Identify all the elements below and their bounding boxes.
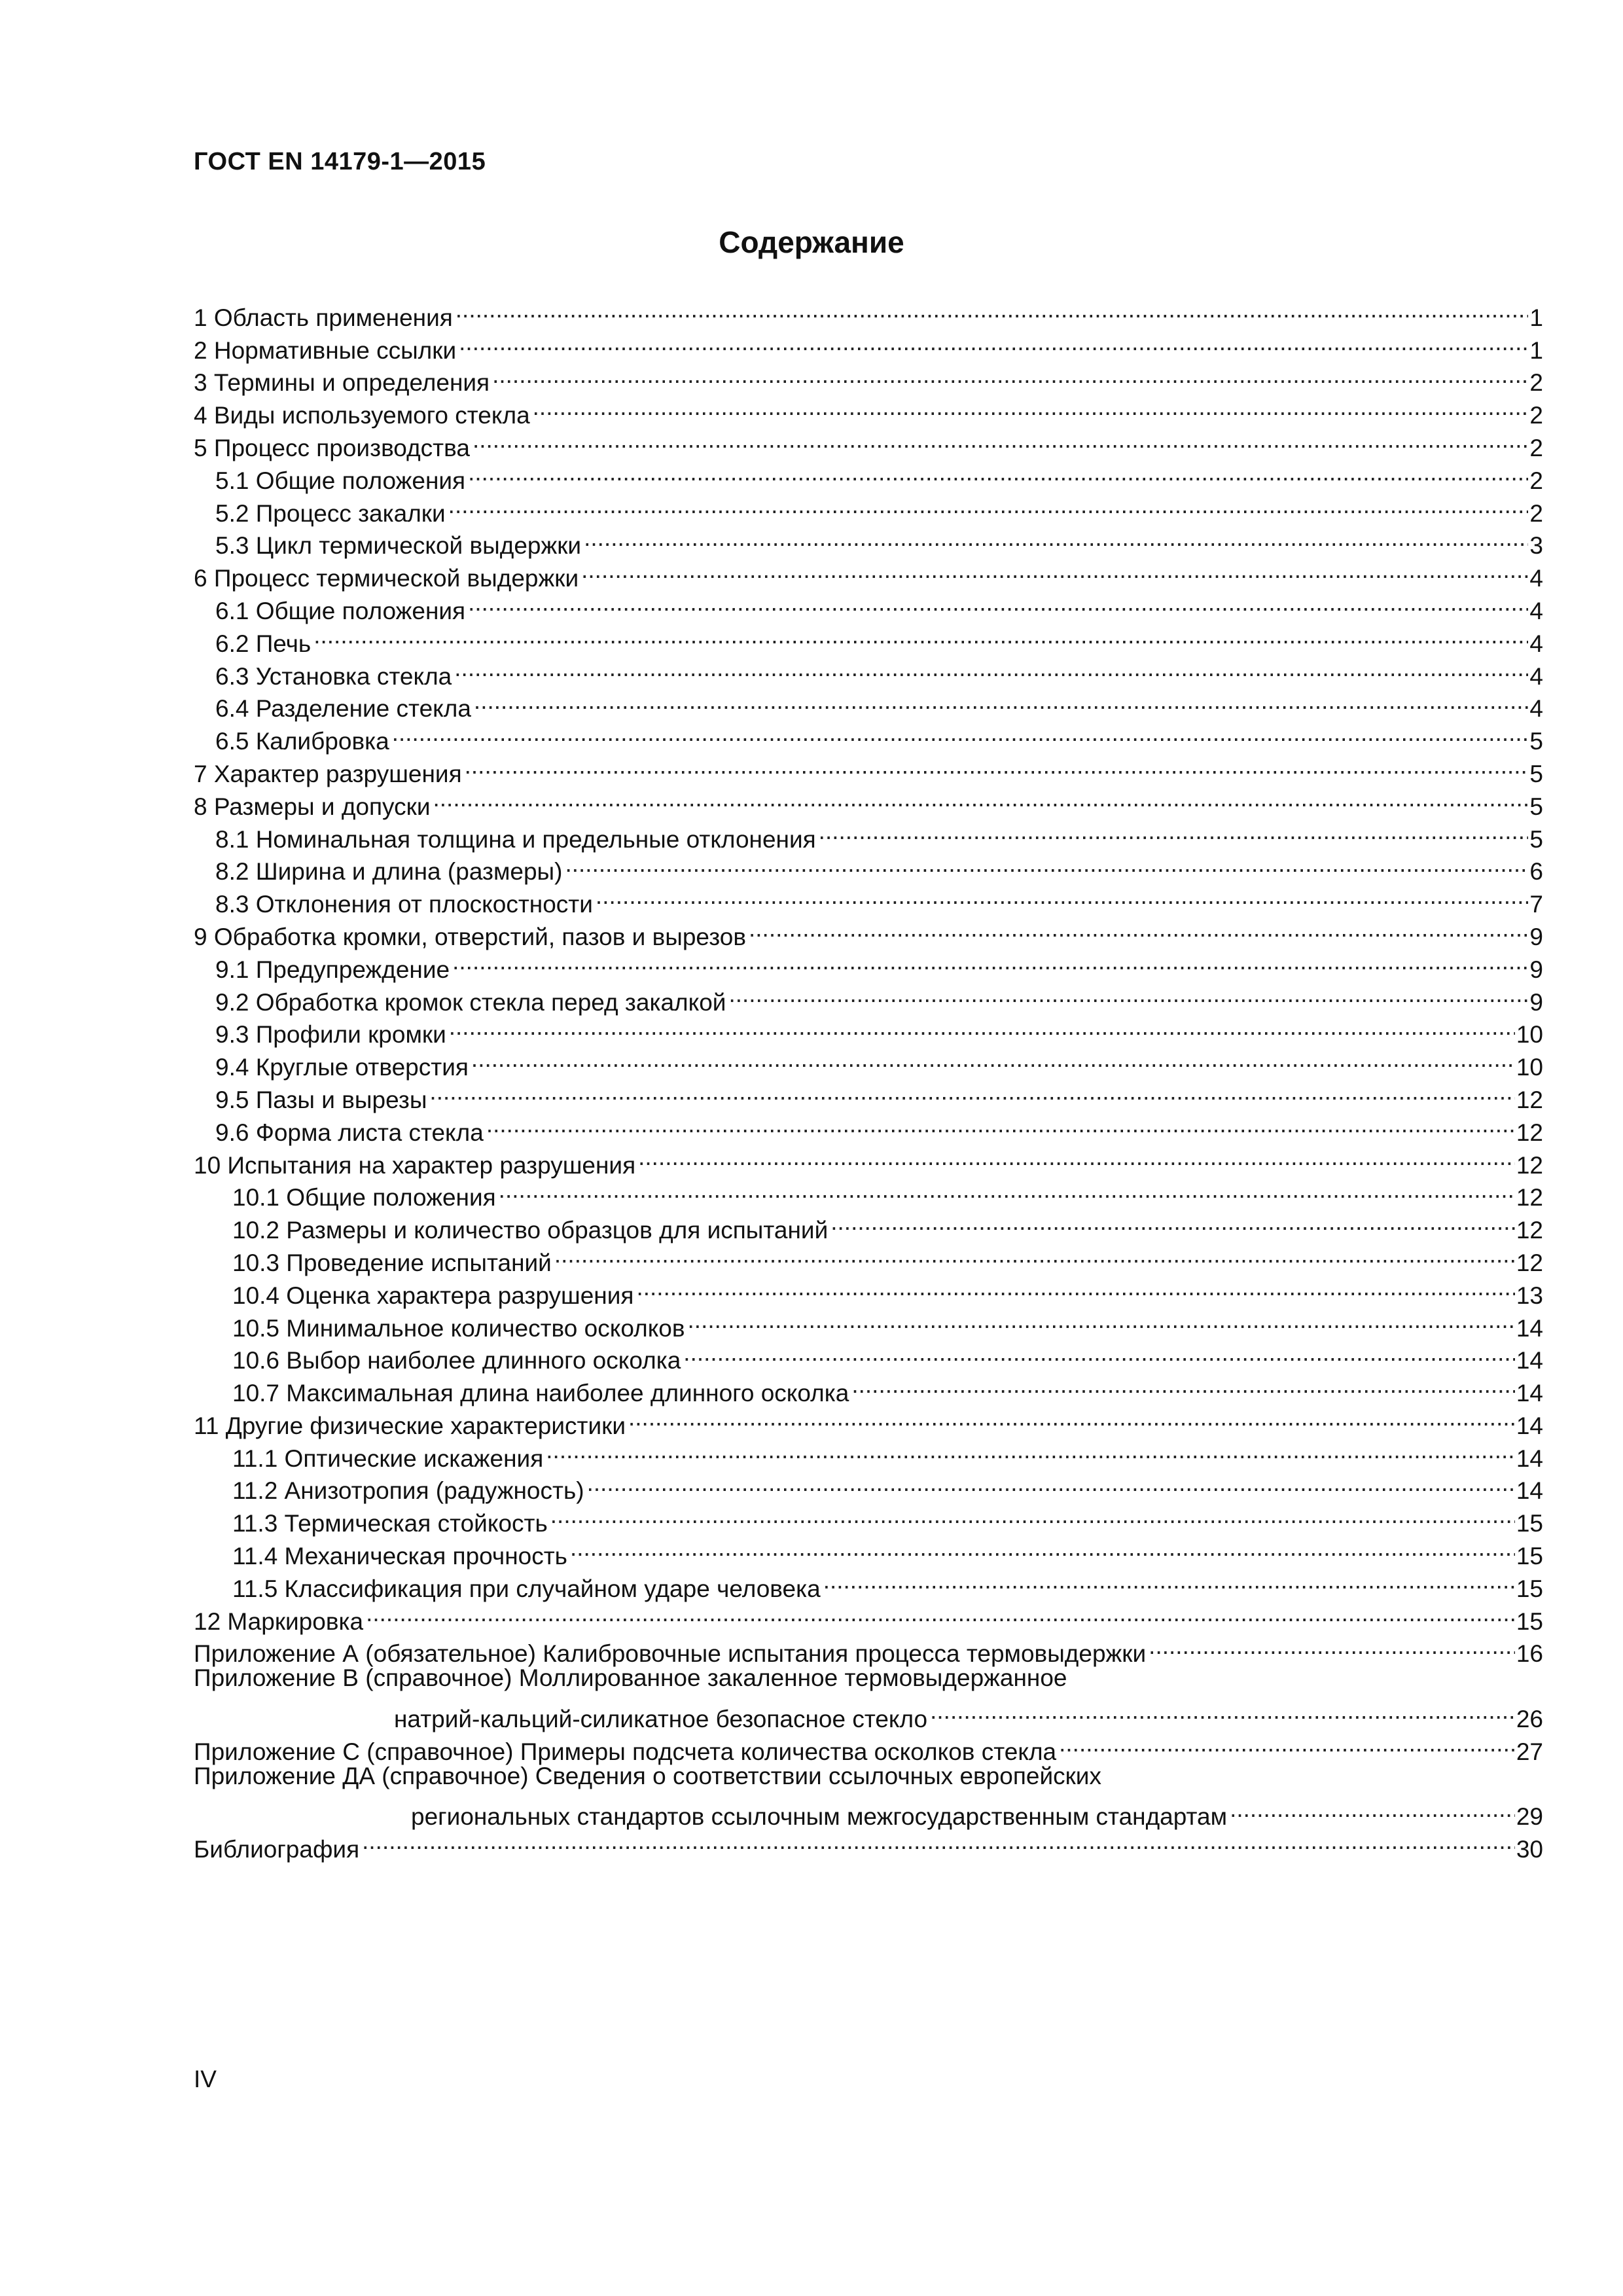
toc-entry-page: 2 (1529, 402, 1543, 429)
toc-leader-dots (499, 1174, 1515, 1206)
toc-entry-page: 2 (1529, 467, 1543, 494)
toc-entry-page: 6 (1529, 858, 1543, 886)
table-of-contents (194, 293, 1543, 1863)
toc-leader-dots (728, 978, 1528, 1011)
toc-leader-dots (1059, 1727, 1515, 1760)
toc-leader-dots (362, 1825, 1515, 1857)
toc-entry-page: 5 (1529, 728, 1543, 755)
toc-entry-page: 4 (1529, 630, 1543, 657)
toc-annex-b-line2[interactable] (194, 1695, 1543, 1733)
toc-entry-page: 12 (1516, 1119, 1543, 1146)
toc-leader-dots (533, 391, 1529, 423)
toc-entry-page: 14 (1516, 1347, 1543, 1374)
toc-leader-dots (459, 326, 1528, 359)
toc-entry-text: 10.1 Общие положения (232, 1184, 496, 1211)
toc-entry-text: 10.6 Выбор наиболее длинного осколка (232, 1347, 681, 1374)
toc-leader-dots (851, 1369, 1515, 1401)
toc-entry-text: региональных стандартов ссылочным межгосударственным стандартам (411, 1803, 1228, 1831)
toc-leader-dots (546, 1434, 1515, 1467)
toc-leader-dots (465, 749, 1529, 782)
toc-entry-text: 8 Размеры и допуски (194, 793, 431, 820)
toc-entry-text: 6.1 Общие положения (215, 597, 466, 624)
toc-entry-page: 15 (1516, 1575, 1543, 1602)
toc-entry-page: 12 (1516, 1217, 1543, 1244)
toc-entry-text: 11.2 Анизотропия (радужность) (232, 1477, 584, 1505)
toc-entry-page: 14 (1516, 1314, 1543, 1342)
toc-entry-page: 5 (1529, 825, 1543, 853)
toc-bibliography[interactable] (194, 1825, 1543, 1863)
toc-entry-text: 9.4 Круглые отверстия (215, 1054, 469, 1081)
toc-leader-dots (587, 1467, 1515, 1499)
toc-subentry[interactable] (194, 619, 1543, 657)
toc-entry-text: 10 Испытания на характер разрушения (194, 1151, 636, 1179)
toc-entry-text: 1 Область применения (194, 304, 453, 331)
toc-entry-page: 27 (1516, 1738, 1543, 1765)
toc-entry-text: 7 Характер разрушения (194, 760, 462, 787)
toc-entry-text: 4 Виды используемого стекла (194, 402, 530, 429)
toc-entry-text: 9.6 Форма листа стекла (215, 1119, 484, 1146)
toc-leader-dots (429, 1075, 1514, 1108)
toc-entry-page: 15 (1516, 1607, 1543, 1635)
toc-entry-text: 5.2 Процесс закалки (215, 499, 446, 527)
toc-leader-dots (1149, 1630, 1515, 1662)
toc-entry-page: 5 (1529, 793, 1543, 820)
toc-entry[interactable] (194, 1597, 1543, 1635)
toc-entry-page: 15 (1516, 1543, 1543, 1570)
toc-leader-dots (570, 1532, 1515, 1564)
toc-entry[interactable] (194, 293, 1543, 331)
toc-entry-page: 14 (1516, 1412, 1543, 1439)
toc-entry-page: 2 (1529, 369, 1543, 397)
toc-entry-page: 12 (1516, 1151, 1543, 1179)
toc-entry-text: 10.2 Размеры и количество образцов для испытаний (232, 1217, 829, 1244)
toc-entry-text: 6.4 Разделение стекла (215, 695, 471, 723)
toc-leader-dots (584, 522, 1528, 554)
toc-entry-text: 9.2 Обработка кромок стекла перед закалкой (215, 988, 726, 1016)
toc-leader-dots (823, 1564, 1515, 1597)
document-code-header: ГОСТ EN 14179-1—2015 (194, 148, 486, 175)
toc-leader-dots (452, 945, 1528, 978)
toc-leader-dots (636, 1271, 1514, 1304)
toc-entry-text: 12 Маркировка (194, 1607, 364, 1635)
toc-entry-page: 13 (1516, 1282, 1543, 1309)
toc-entry-text: 8.3 Отклонения от плоскостности (215, 891, 593, 918)
toc-entry-text: 5 Процесс производства (194, 434, 470, 461)
toc-leader-dots (486, 1108, 1515, 1141)
toc-entry-text: 6.3 Установка стекла (215, 662, 452, 690)
toc-entry[interactable] (194, 749, 1543, 787)
toc-entry-text: Приложение С (справочное) Примеры подсчета количества осколков стекла (194, 1738, 1057, 1765)
toc-leader-dots (749, 912, 1528, 945)
toc-entry-text: Библиография (194, 1836, 360, 1863)
toc-annex-da-line1[interactable]: Приложение ДА (справочное) Сведения о соответствии ссылочных европейских (194, 1762, 1101, 1789)
toc-leader-dots (819, 815, 1529, 848)
toc-entry-page: 4 (1529, 695, 1543, 723)
toc-entry-page: 7 (1529, 891, 1543, 918)
toc-leader-dots (628, 1401, 1515, 1434)
toc-leader-dots (455, 293, 1529, 326)
toc-entry-page: 1 (1529, 336, 1543, 364)
toc-leader-dots (554, 1238, 1515, 1271)
toc-entry-page: 14 (1516, 1380, 1543, 1407)
toc-leader-dots (474, 685, 1529, 717)
toc-entry-text: 9.5 Пазы и вырезы (215, 1086, 427, 1113)
toc-entry-text: 11.1 Оптические искажения (232, 1444, 544, 1472)
toc-leader-dots (473, 423, 1528, 456)
toc-leader-dots (638, 1141, 1515, 1174)
toc-leader-dots (392, 717, 1529, 749)
toc-leader-dots (471, 1043, 1515, 1075)
toc-entry-page: 4 (1529, 597, 1543, 624)
toc-entry-text: 11.3 Термическая стойкость (232, 1510, 548, 1537)
toc-leader-dots (596, 880, 1529, 912)
toc-entry-page: 12 (1516, 1184, 1543, 1211)
toc-leader-dots (688, 1304, 1515, 1336)
toc-entry-text: 10.3 Проведение испытаний (232, 1249, 552, 1276)
toc-entry-text: 3 Термины и определения (194, 369, 490, 397)
toc-entry-text: натрий-кальций-силикатное безопасное стекло (394, 1706, 928, 1733)
toc-entry-page: 9 (1529, 988, 1543, 1016)
toc-leader-dots (930, 1695, 1515, 1727)
toc-entry-page: 9 (1529, 923, 1543, 950)
toc-entry-text: 9.1 Предупреждение (215, 956, 450, 983)
toc-leader-dots (468, 456, 1528, 489)
toc-entry-text: 11.4 Механическая прочность (232, 1543, 567, 1570)
toc-entry-text: 11 Другие физические характеристики (194, 1412, 626, 1439)
toc-leader-dots (565, 848, 1528, 880)
toc-leader-dots (313, 619, 1528, 652)
toc-entry-page: 4 (1529, 662, 1543, 690)
toc-entry-page: 9 (1529, 956, 1543, 983)
toc-entry-page: 15 (1516, 1510, 1543, 1537)
toc-entry-text: 9 Обработка кромки, отверстий, пазов и вырезов (194, 923, 746, 950)
toc-leader-dots (581, 554, 1528, 586)
toc-subentry[interactable] (194, 652, 1543, 690)
toc-entry-text: 11.5 Классификация при случайном ударе человека (232, 1575, 821, 1602)
toc-entry-page: 12 (1516, 1086, 1543, 1113)
toc-entry-text: 10.7 Максимальная длина наиболее длинного осколка (232, 1380, 849, 1407)
toc-leader-dots (448, 489, 1529, 522)
toc-entry-page: 5 (1529, 760, 1543, 787)
toc-entry-text: 6.2 Печь (215, 630, 312, 657)
toc-entry-text: 9.3 Профили кромки (215, 1021, 446, 1049)
toc-entry-text: 5.3 Цикл термической выдержки (215, 532, 582, 560)
toc-leader-dots (1230, 1793, 1515, 1825)
toc-leader-dots (550, 1499, 1515, 1532)
toc-entry-page: 12 (1516, 1249, 1543, 1276)
toc-entry-page: 2 (1529, 499, 1543, 527)
toc-entry-text: 6 Процесс термической выдержки (194, 565, 579, 592)
toc-entry-page: 3 (1529, 532, 1543, 560)
toc-leader-dots (492, 359, 1528, 391)
page-number: IV (194, 2066, 217, 2092)
toc-leader-dots (683, 1336, 1515, 1369)
toc-entry-page: 26 (1516, 1706, 1543, 1733)
toc-entry-page: 14 (1516, 1477, 1543, 1505)
toc-leader-dots (454, 652, 1528, 685)
toc-leader-dots (830, 1206, 1515, 1238)
toc-title: Содержание (719, 225, 904, 259)
toc-entry-page: 10 (1516, 1054, 1543, 1081)
toc-annex-b-line1[interactable]: Приложение В (справочное) Моллированное закаленное термовыдержанное (194, 1664, 1067, 1692)
toc-subentry[interactable] (194, 717, 1543, 755)
toc-annex-da-line2[interactable] (194, 1793, 1543, 1831)
toc-entry-text: 10.5 Минимальное количество осколков (232, 1314, 685, 1342)
toc-entry-page: 4 (1529, 565, 1543, 592)
toc-leader-dots (449, 1011, 1515, 1043)
toc-annex-entry[interactable] (194, 1630, 1543, 1668)
toc-entry-text: 10.4 Оценка характера разрушения (232, 1282, 634, 1309)
toc-entry-text: 8.1 Номинальная толщина и предельные отклонения (215, 825, 816, 853)
toc-entry-page: 16 (1516, 1640, 1543, 1668)
toc-entry-page: 30 (1516, 1836, 1543, 1863)
toc-leader-dots (468, 586, 1528, 619)
toc-entry-text: 5.1 Общие положения (215, 467, 466, 494)
toc-entry-page: 29 (1516, 1803, 1543, 1831)
toc-entry-page: 1 (1529, 304, 1543, 331)
toc-entry-page: 14 (1516, 1444, 1543, 1472)
toc-entry-text: 8.2 Ширина и длина (размеры) (215, 858, 563, 886)
toc-entry-text: 6.5 Калибровка (215, 728, 389, 755)
toc-entry-text: Приложение А (обязательное) Калибровочные испытания процесса термовыдержки (194, 1640, 1147, 1668)
toc-leader-dots (366, 1597, 1515, 1630)
toc-entry-text: 2 Нормативные ссылки (194, 336, 457, 364)
toc-leader-dots (433, 782, 1529, 815)
toc-entry-page: 10 (1516, 1021, 1543, 1049)
toc-entry-page: 2 (1529, 434, 1543, 461)
